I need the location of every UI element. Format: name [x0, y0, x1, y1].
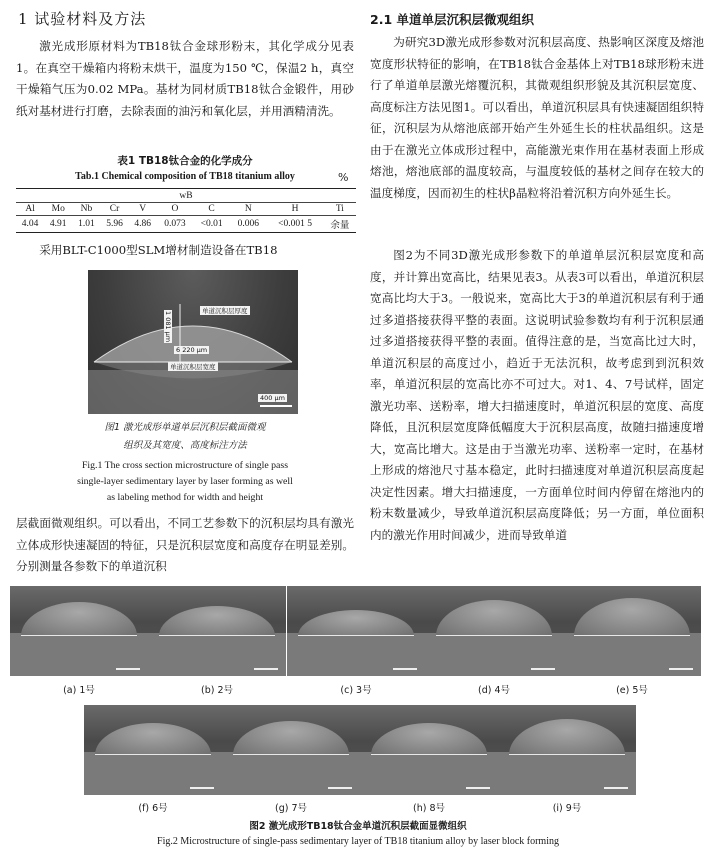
- table-header-cell: Al: [16, 203, 44, 216]
- left-paragraph-3: 层截面微观组织。可以看出，不同工艺参数下的沉积层均具有激光立体成形快速凝固的特征，只是沉积层宽度和高度存在明显差别。分别测量各参数下的单道沉积: [16, 516, 354, 573]
- figure-2-panel-c: [287, 586, 425, 676]
- table-caption-en: Tab.1 Chemical composition of TB18 titanium alloy: [75, 171, 295, 182]
- table-header-cell: Ti: [324, 203, 356, 216]
- table-header-cell: C: [193, 203, 230, 216]
- figure-2-caption-en: Fig.2 Microstructure of single-pass sedimentary layer of TB18 titanium alloy by laser block forming: [157, 836, 559, 847]
- figure-2-label-i: (i) 9号: [552, 803, 582, 814]
- figure-2-panel-b: [148, 586, 286, 676]
- table-cell: 4.91: [44, 216, 72, 233]
- table-cell: 4.04: [16, 216, 44, 233]
- table-header-cell: Cr: [100, 203, 128, 216]
- figure-2-label-f: (f) 6号: [138, 803, 168, 814]
- table-cell: 0.006: [230, 216, 266, 233]
- figure-1-width-value: 6 220 μm: [176, 346, 208, 354]
- figure-2-panel-h: [360, 705, 498, 795]
- figure-2-panel-a: [10, 586, 148, 676]
- figure-2-label-e: (e) 5号: [616, 685, 648, 696]
- table-group-header: wB: [16, 189, 356, 203]
- figure-2-caption-cn: 图2 激光成形TB18钛合金单道沉积层截面显微组织: [249, 821, 467, 832]
- table-cell: 0.073: [157, 216, 193, 233]
- figure-2-panel-e: [563, 586, 701, 676]
- figure-1-caption-en-1: Fig.1 The cross section microstructure of single pass: [81, 460, 289, 471]
- figure-1-scale-bar-label: 400 μm: [260, 394, 285, 402]
- table-header-cell: Nb: [72, 203, 100, 216]
- table-row: [16, 216, 356, 233]
- table-header-cell: Mo: [44, 203, 72, 216]
- figure-1-height-label: 单道沉积层厚度: [202, 307, 248, 315]
- table-header-cell: V: [129, 203, 157, 216]
- table-caption-cn: 表1 TB18钛合金的化学成分: [117, 155, 253, 167]
- table-cell: 余量: [324, 216, 356, 233]
- table-header-cell: O: [157, 203, 193, 216]
- figure-1-caption-cn-1: 图1 激光成形单道单层沉积层截面微观: [104, 422, 266, 433]
- figure-1-caption-cn-2: 组织及其宽度、高度标注方法: [123, 440, 247, 451]
- right-paragraph-1: 为研究3D激光成形参数对沉积层高度、热影响区深度及熔池宽度形状特征的影响，在TB18钛合金基体上对TB18球形粉末进行了单道单层激光熔覆沉积，其微观组织形貌及其沉积层宽度、高度标注方法见图1。可以看出，单道沉积层具有快速凝固组织特征，沉积层为从熔池底部开始产生外延生长的柱状晶组织。这是由于在激光立体成形过程中，高能激光束作用在基材表面上形成熔池，熔池底部的温度较高，与温度较低的基材之间存在较大的温度梯度，因而初生的柱状β晶粒将沿着沉积方向外延生长。: [370, 35, 704, 200]
- figure-2-panel-g: [222, 705, 360, 795]
- right-paragraph-2: 图2为不同3D激光成形参数下的单道单层沉积层宽度和高度，并计算出宽高比，结果见表3。从表3可以看出，单道沉积层宽高比均大于3。一般说来，宽高比大于3的单道沉积层有利于通过多道搭接获得平整的表面。这说明试验参数均有利于沉积层通过多道搭接获得平整的表面。值得注意的是，当宽高比过大时，单道沉积层的高度过小，趋近于无法沉积，故考虑到到沉积效率，单道沉积层的宽高比亦不可过大。对1、4、7号试样，固定激光功率、送粉率，增大扫描速度时，单道沉积层的宽度、高度降低，且沉积层宽度降低幅度大于沉积层高度，故随扫描速度增大，宽高比增大。这是由于当激光功率、送粉率一定时，在基材上形成的熔池尺寸基本稳定，此时扫描速度对单道沉积层高度起决定性因素。增大扫描速度，一方面单位时间内停留在熔池内的粉末数量减少，导致单道沉积层高度降低；另一方面，单位面积内的激光作用时间减少，进而导致单道: [370, 248, 704, 542]
- figure-2-panel-i: [498, 705, 636, 795]
- table-cell: <0.001 5: [266, 216, 323, 233]
- table-cell: 5.96: [100, 216, 128, 233]
- subsection-title: 2.1 单道单层沉积层微观组织: [370, 12, 534, 27]
- figure-1-width-label: 单道沉积层宽度: [170, 363, 216, 371]
- left-paragraph-2: 采用BLT-C1000型SLM增材制造设备在TB18: [39, 243, 278, 257]
- figure-1-caption-en-3: as labeling method for width and height: [106, 492, 264, 503]
- figure-2-label-c: (c) 3号: [340, 685, 372, 696]
- figure-2-panel-f: [84, 705, 222, 795]
- table-header-cell: N: [230, 203, 266, 216]
- figure-2-panel-d: [425, 586, 563, 676]
- figure-2-label-b: (b) 2号: [200, 685, 233, 696]
- section-title: 1 试验材料及方法: [18, 10, 147, 28]
- table-header-cell: H: [266, 203, 323, 216]
- table-header-row: [16, 203, 356, 216]
- figure-1-height-value: 1 081 μm: [164, 311, 172, 343]
- figure-2-label-d: (d) 4号: [477, 685, 510, 696]
- figure-2-label-a: (a) 1号: [63, 685, 95, 696]
- figure-2-label-g: (g) 7号: [274, 803, 307, 814]
- figure-1-drawing: [88, 270, 298, 414]
- figure-1-caption-en-2: single-layer sedimentary layer by laser forming as well: [77, 476, 293, 487]
- table-cell: 1.01: [72, 216, 100, 233]
- figure-1-micrograph: [88, 270, 298, 414]
- composition-table: [16, 188, 356, 233]
- table-cell: 4.86: [129, 216, 157, 233]
- figure-2-label-h: (h) 8号: [413, 803, 445, 814]
- table-cell: <0.01: [193, 216, 230, 233]
- table-unit: %: [338, 171, 349, 184]
- left-paragraph-1: 激光成形原材料为TB18钛合金球形粉末，其化学成分见表1。在真空干燥箱内将粉末烘干，温度为150 ℃，保温2 h，真空干燥箱气压为0.02 MPa。基材为同材质TB18钛合金锻件，用砂纸对基材进行打磨，去除表面的油污和氧化层，并用酒精清洗。: [16, 39, 354, 118]
